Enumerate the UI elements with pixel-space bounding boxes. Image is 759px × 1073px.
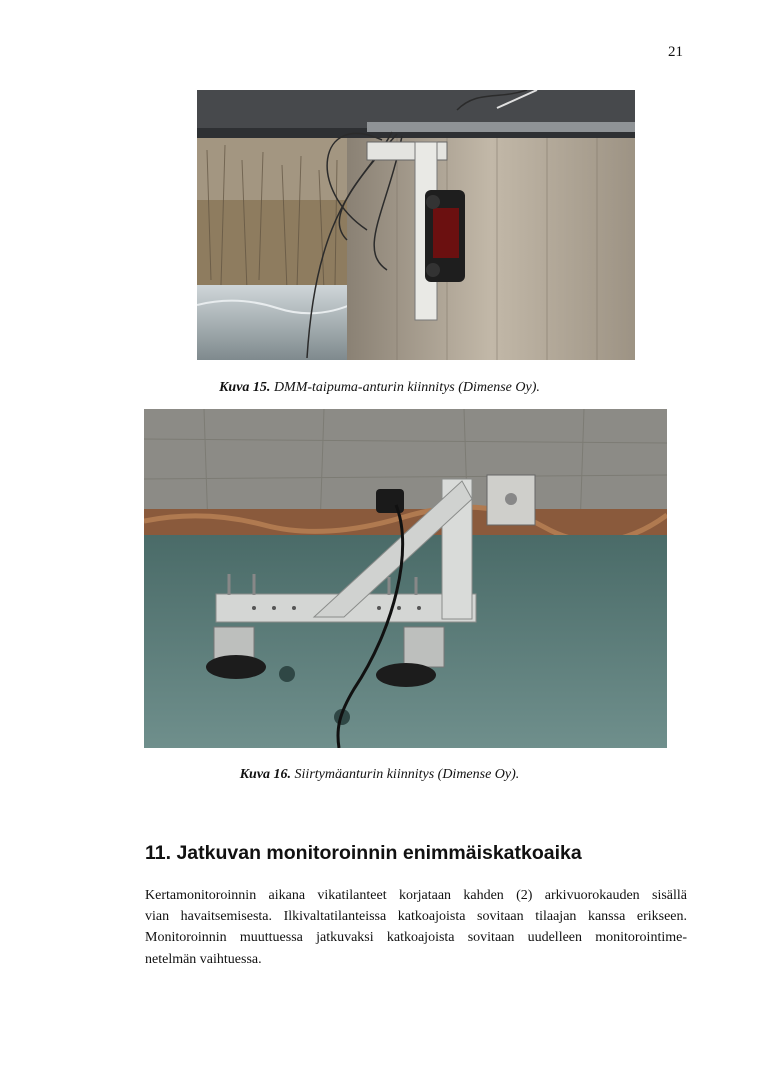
figure-15-label: Kuva 15.: [219, 380, 271, 395]
section-body: [145, 885, 687, 970]
body-line: Kertamonitoroinnin aikana vikatilanteet korjataan kahden (2) arkivuorokauden sisällä: [145, 888, 687, 903]
figure-15-text: DMM-taipuma-anturin kiinnitys (Dimense Oy).: [273, 380, 540, 395]
figure-15-photo: [197, 90, 635, 360]
figure-16-photo: [144, 409, 667, 748]
figure-16-text: Siirtymäanturin kiinnitys (Dimense Oy).: [294, 767, 520, 782]
body-line: netelmän vaihtuessa.: [145, 951, 262, 967]
figure-16-label: Kuva 16.: [239, 767, 292, 782]
body-line: Monitoroinnin muuttuessa jatkuvaksi katkoajoista sovitaan uudelleen monitorointime-: [145, 930, 687, 946]
page-number: 21: [668, 44, 683, 60]
section-heading: 11. Jatkuvan monitoroinnin enimmäiskatkoaika: [145, 842, 582, 864]
body-line: vian havaitsemisesta. Ilkivaltatilanteissa katkoajoista sovitaan tilaajan kanssa erikseen.: [145, 909, 687, 925]
figure-16-caption: [0, 767, 759, 783]
figure-15-caption: [0, 380, 759, 396]
